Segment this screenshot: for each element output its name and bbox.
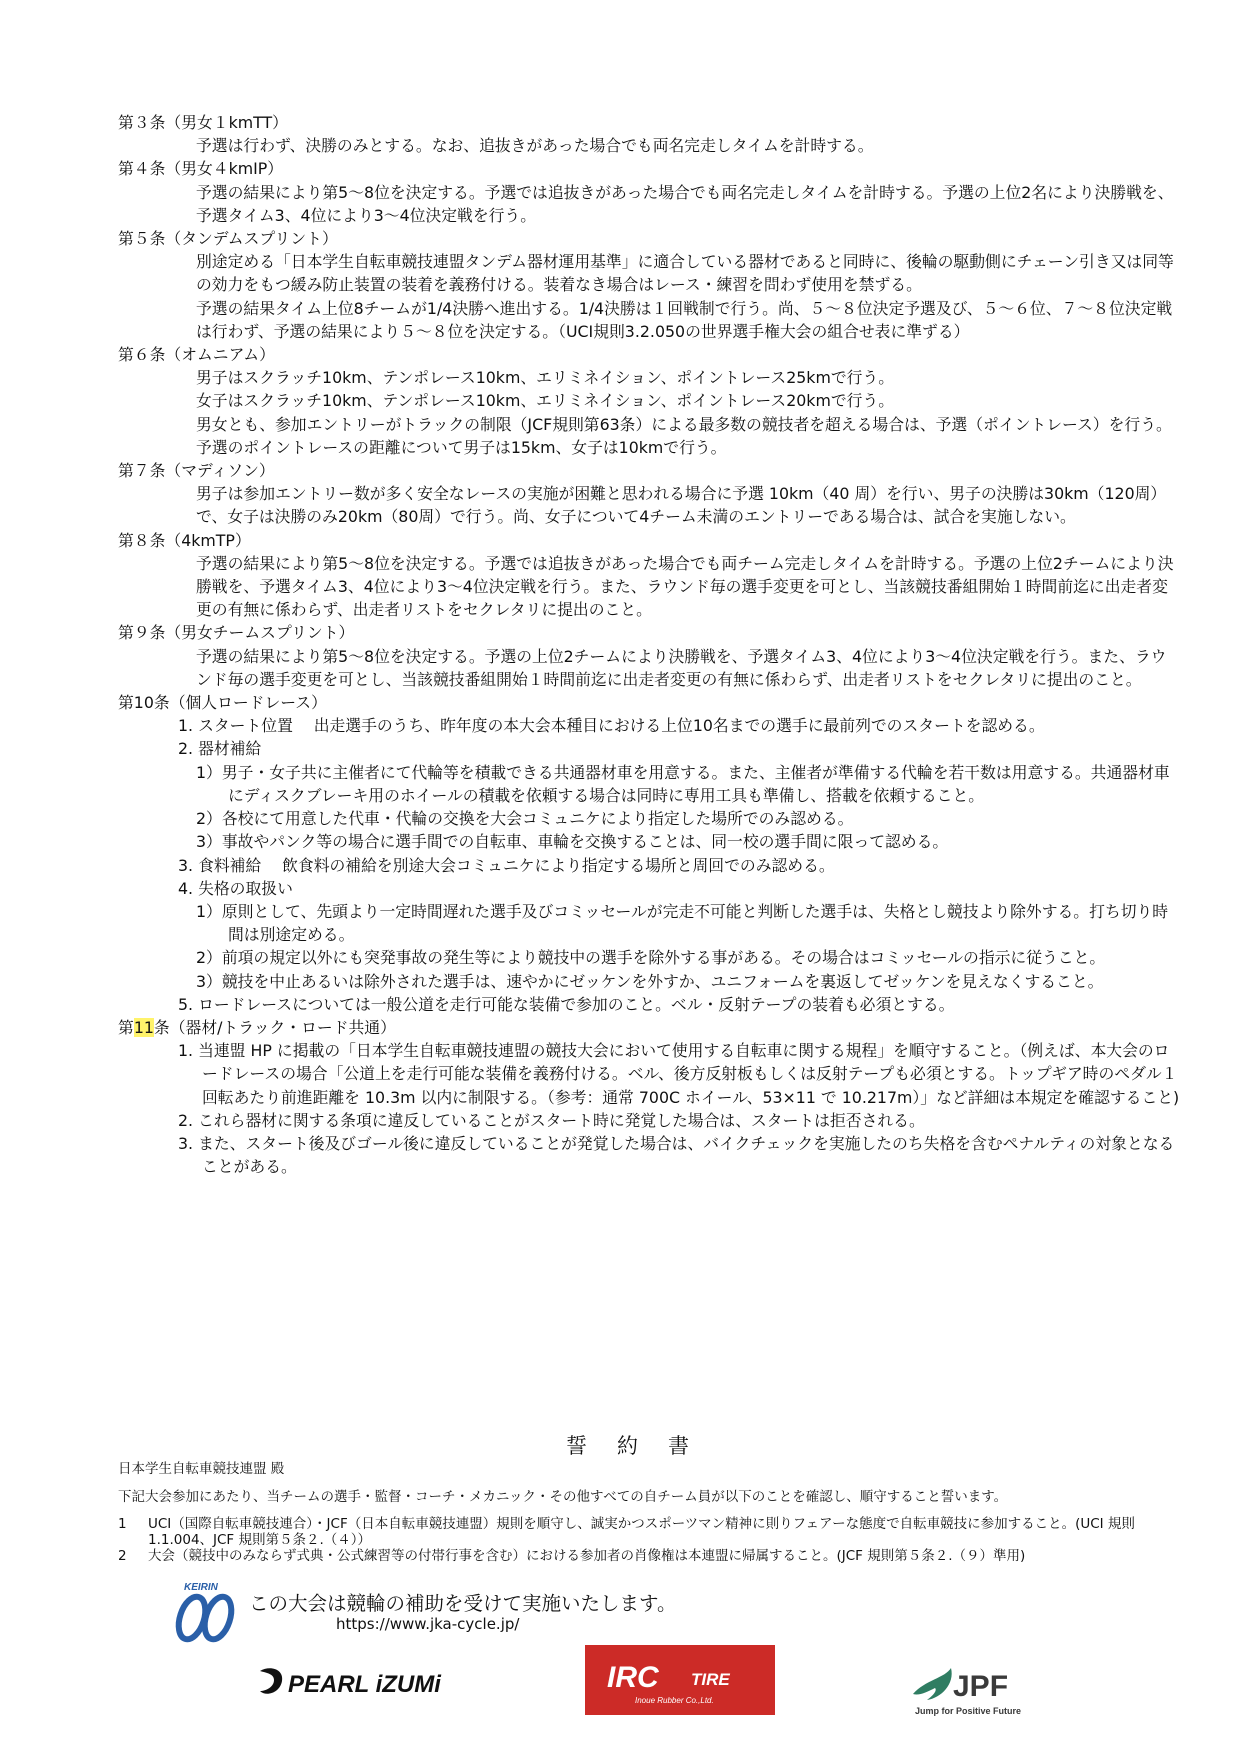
article-paragraph: 予選の結果により第5～8位を決定する。予選では追抜きがあった場合でも両チーム完走しタイムを計時する。予選の上位2チームにより決勝戦を、予選タイム3、4位により3～4位決定戦を行う。また、ラウンド毎の選手変更を可とし、当該競技番組開始１時間前迄に出走者変更の有無に係わらず、出走者リストをセクレタリに提出のこと。 [196,553,1174,620]
jpf-swoosh [913,1668,952,1700]
pearl-izumi-mark [260,1668,282,1694]
article-heading: 第４条（男女４kmIP） [118,159,284,179]
sub-item: 3）競技を中止あるいは除外された選手は、速やかにゼッケンを外すか、ユニフォームを裏返してゼッケンを見えなくすること。 [196,971,1104,991]
sub-item: 1）原則として、先頭より一定時間遅れた選手及びコミッセールが完走不可能と判断した選手は、失格とし競技より除外する。打ち切り時間は別途定める。 [196,901,1169,945]
section-road-equipment: 5. ロードレースについては一般公道を走行可能な装備で参加のこと。ベル・反射テープの装着も必須とする。 [178,994,955,1014]
pledge-item [118,1548,1148,1564]
article-paragraph: 男子は参加エントリー数が多く安全なレースの実施が困難と思われる場合に予選 10km（40 周）を行い、男子の決勝は30km（120周）で、女子は決勝のみ20km（80周）で行う。尚、女子について4チーム未満のエントリーである場合は、試合を実施しない。 [196,484,1167,527]
pledge-intro: 下記大会参加にあたり、当チームの選手・監督・コーチ・メカニック・その他すべての自チーム員が以下のことを確認し、順守すること誓います。 [118,1489,1008,1505]
keirin-support-note: この大会は競輪の補助を受けて実施いたします。 [249,1592,677,1615]
pledge-item-text: UCI（国際自転車競技連合）・JCF（日本自転車競技連盟）規則を順守し、誠実かつスポーツマン精神に則りフェアーな態度で自転車競技に参加すること。(UCI 規則 1.1.004、JCF 規則第５条２.（４）） [148,1516,1135,1548]
section-disqualification: 4. 失格の取扱い [178,878,293,898]
article-heading: 第３条（男女１kmTT） [118,113,288,132]
sub-item: 1）男子・女子共に主催者にて代輪等を積載できる共通器材車を用意する。また、主催者が準備する代輪を若干数は用意する。共通器材車にディスクブレーキ用のホイールの積載を依頼する場合は同時に専用工具も準備し、搭載を依頼すること。 [196,762,1170,805]
sub-item: 3）事故やパンク等の場合に選手間での自転車、車輪を交換することは、同一校の選手間に限って認める。 [196,832,949,852]
jpf-wordmark: JPF [953,1670,1009,1703]
section-item: 2. これら器材に関する条項に違反していることがスタート時に発覚した場合は、スタートは拒否される。 [178,1110,925,1130]
article-heading: 第５条（タンデムスプリント） [118,229,338,249]
article-paragraph: 予選は行わず、決勝のみとする。なお、追抜きがあった場合でも両名完走しタイムを計時する。 [196,136,874,156]
article-3 [118,111,1180,157]
section-food-supply: 3. 食料補給 飲食料の補給を別途大会コミュニケにより指定する場所と周回でのみ認める。 [178,855,835,875]
article-paragraph: 男子はスクラッチ10km、テンポレース10km、エリミネイション、ポイントレース25kmで行う。 [196,368,895,388]
article-paragraph: 別途定める「日本学生自転車競技連盟タンデム器材運用基準」に適合している器材であると同時に、後輪の駆動側にチェーン引き又は同等の効力をもつ緩み防止装置の装着を義務付ける。装着なき場合はレース・練習を問わず使用を禁ずる。 [196,252,1174,295]
pearl-izumi-wordmark: PEARL iZUMi [288,1671,441,1698]
article-paragraph: 予選の結果により第5～8位を決定する。予選では追抜きがあった場合でも両名完走しタイムを計時する。予選の上位2名により決勝戦を、予選タイム3、4位により3～4位決定戦を行う。 [196,182,1174,225]
heading-suffix: 条（器材/トラック・ロード共通） [153,1017,396,1037]
article-10 [118,691,1180,1016]
article-heading: 第７条（マディソン） [118,461,275,481]
keirin-logo-text: KEIRIN [184,1582,218,1593]
highlighted-number: 11 [133,1017,154,1037]
keirin-logo [168,1578,244,1644]
pledge-list [118,1516,1148,1564]
pearl-izumi-logo [256,1665,476,1701]
article-heading: 第６条（オムニアム） [118,345,275,365]
heading-prefix: 第 [118,1017,134,1037]
sub-item: 2）各校にて用意した代車・代輪の交換を大会コミュニケにより指定した場所でのみ認める。 [196,809,854,829]
pledge-addressee: 日本学生自転車競技連盟 殿 [118,1461,285,1477]
keirin-url: https://www.jka-cycle.jp/ [336,1615,520,1633]
pledge-item-number: 1 [118,1516,127,1532]
article-heading [118,1016,1180,1039]
article-6 [118,343,1180,459]
section-equipment-supply: 2. 器材補給 [178,739,262,759]
article-heading: 第10条（個人ロードレース） [118,693,327,713]
article-paragraph: 予選の結果により第5～8位を決定する。予選の上位2チームにより決勝戦を、予選タイム3、4位により3～4位決定戦を行う。また、ラウンド毎の選手変更を可とし、当該競技番組開始１時間前迄に出走者変更の有無に係わらず、出走者リストをセクレタリに提出のこと。 [196,646,1167,689]
article-11 [118,1016,1180,1178]
section-item: 1. 当連盟 HP に掲載の「日本学生自転車競技連盟の競技大会において使用する自転車に関する規程」を順守すること。（例えば、本大会のロードレースの場合「公道上を走行可能な装備を義務付ける。ベル、後方反射板もしくは反射テープも必須とする。トップギア時のペダル１回転あたり前進距離を 10.3m 以内に制限する。（参考：通常 700C ホイール、53×11 で 10.217m）」など詳細は本規定を確認すること) [178,1041,1180,1107]
jpf-tagline: Jump for Positive Future [915,1706,1022,1716]
article-4 [118,157,1180,227]
sub-item: 2）前項の規定以外にも突発事故の発生等により競技中の選手を除外する事がある。その場合はコミッセールの指示に従うこと。 [196,948,1106,968]
article-paragraph: 予選の結果タイム上位8チームが1/4決勝へ進出する。1/4決勝は１回戦制で行う。尚、５～８位決定予選及び、５～６位、７～８位決定戦は行わず、予選の結果により５～８位を決定する。（UCI規則3.2.050の世界選手権大会の組合せ表に準ずる） [196,298,1173,341]
irc-wordmark: IRC [607,1661,659,1694]
irc-tire-word: TIRE [691,1670,730,1689]
section-item: 3. また、スタート後及びゴール後に違反していることが発覚した場合は、バイクチェックを実施したのち失格を含むペナルティの対象となることがある。 [178,1133,1175,1177]
article-paragraph: 男女とも、参加エントリーがトラックの制限（JCF規則第63条）による最多数の競技者を超える場合は、予選（ポイントレース）を行う。予選のポイントレースの距離について男子は15km、女子は10kmで行う。 [196,414,1172,457]
article-8 [118,529,1180,622]
jpf-logo [905,1660,1050,1720]
article-heading: 第８条（4kmTP） [118,530,251,550]
section-start-position: 1. スタート位置 出走選手のうち、昨年度の本大会本種目における上位10名までの選手に最前列でのスタートを認める。 [178,716,1045,736]
article-7 [118,459,1180,529]
pledge-item-text: 大会（競技中のみならず式典・公式練習等の付帯行事を含む）における参加者の肖像権は本連盟に帰属すること。(JCF 規則第５条２.（９）準用) [148,1548,1026,1564]
article-5 [118,227,1180,343]
article-paragraph: 女子はスクラッチ10km、テンポレース10km、エリミネイション、ポイントレース20kmで行う。 [196,391,895,411]
irc-company-name: Inoue Rubber Co.,Ltd. [635,1696,714,1705]
rules-document [118,111,1180,1178]
pledge-item-number: 2 [118,1548,127,1564]
pledge-item [118,1516,1148,1548]
article-9 [118,621,1180,691]
article-heading: 第９条（男女チームスプリント） [118,623,355,643]
pledge-title: 誓約書 [566,1434,719,1458]
irc-tire-logo [585,1645,775,1715]
